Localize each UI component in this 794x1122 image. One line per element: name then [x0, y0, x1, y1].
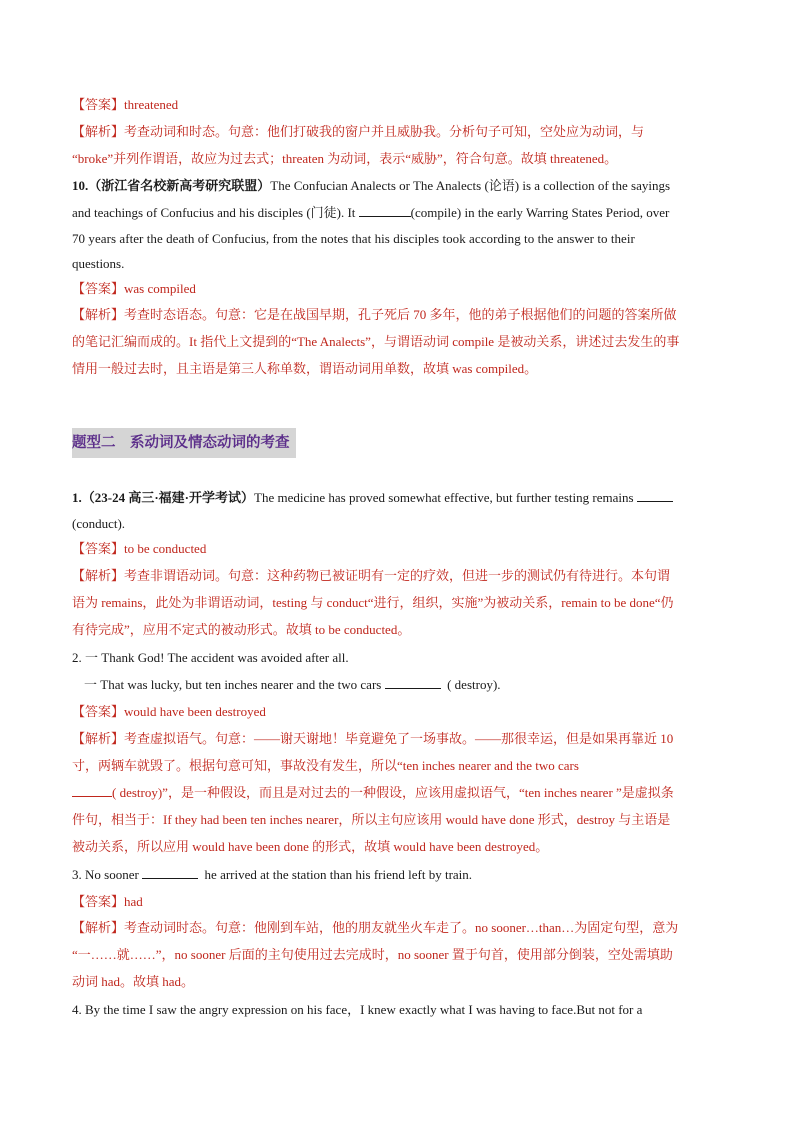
q1-line-2: (conduct).: [72, 516, 126, 531]
answer-blank[interactable]: [359, 204, 411, 217]
q10-analysis-line-2: 的笔记汇编而成的。It 指代上文提到的“The Analects”，与谓语动词 compile 是被动关系，讲述过去发生的事: [72, 334, 680, 349]
answer-blank[interactable]: [637, 489, 673, 502]
q10-answer: 【答案】was compiled: [72, 281, 196, 296]
q2-line-2: 一 That was lucky, but ten inches nearer and the two cars ( destroy).: [84, 677, 501, 692]
prev-analysis-line-1: 【解析】考查动词和时态。句意：他们打破我的窗户并且威胁我。分析句子可知，空处应为动词，与: [72, 124, 645, 139]
q3-line-1: 3. No sooner he arrived at the station than his friend left by train.: [72, 867, 473, 882]
prev-answer: 【答案】threatened: [72, 97, 179, 112]
q1-answer: 【答案】to be conducted: [72, 541, 207, 556]
q2-analysis-line-4: 件句，相当于：If they had been ten inches nearer，所以主句应该用 would have done 形式，destroy 与主语是: [72, 812, 671, 827]
section-title: 题型二 系动词及情态动词的考查: [72, 428, 296, 458]
q1-analysis-line-3: 有待完成”，应用不定式的被动形式。故填 to be conducted。: [72, 622, 411, 637]
q4-line-1: 4. By the time I saw the angry expression on his face，I knew exactly what I was having to face.But not for a: [72, 1002, 643, 1017]
q1-line-1: 1.（23-24 高三·福建·开学考试）The medicine has proved somewhat effective, but further testing remains: [72, 489, 673, 506]
q10-line-1: 10.（浙江省名校新高考研究联盟）The Confucian Analects or The Analects (论语) is a collection of the sayings: [72, 178, 671, 193]
blank-underline: [72, 784, 112, 797]
answer-blank[interactable]: [142, 866, 198, 879]
q2-analysis-line-5: 被动关系，所以应用 would have been done 的形式，故填 would have been destroyed。: [72, 839, 549, 854]
q2-analysis-line-1: 【解析】考查虚拟语气。句意：——谢天谢地！毕竟避免了一场事故。——那很幸运，但是如果再靠近 10: [72, 731, 674, 746]
section-heading: [72, 428, 296, 458]
q10-analysis-line-1: 【解析】考查时态语态。句意：它是在战国早期，孔子死后 70 多年，他的弟子根据他们的问题的答案所做: [72, 307, 677, 322]
q10-line-2: and teachings of Confucius and his disciples (门徒). It (compile) in the early Warring States Period, over: [72, 205, 670, 220]
prev-analysis-line-2: “broke”并列作谓语，故应为过去式；threaten 为动词，表示“威胁”，符合句意。故填 threatened。: [72, 151, 618, 166]
q2-analysis-line-2: 寸，两辆车就毁了。根据句意可知，事故没有发生，所以“ten inches nearer and the two cars: [72, 758, 579, 773]
q2-answer: 【答案】would have been destroyed: [72, 704, 266, 719]
q3-analysis-line-2: “一……就……”，no sooner 后面的主句使用过去完成时，no sooner 置于句首，使用部分倒装，空处需填助: [72, 947, 673, 962]
q1-analysis-line-1: 【解析】考查非谓语动词。句意：这种药物已被证明有一定的疗效，但进一步的测试仍有待进行。本句谓: [72, 568, 671, 583]
q10-line-3: 70 years after the death of Confucius, from the notes that his disciples took according to the answer to their: [72, 231, 635, 246]
q2-line-1: 2. 一 Thank God! The accident was avoided after all.: [72, 650, 349, 665]
q10-analysis-line-3: 情用一般过去时，且主语是第三人称单数，谓语动词用单数，故填 was compiled。: [72, 361, 538, 376]
q1-analysis-line-2: 语为 remains，此处为非谓语动词，testing 与 conduct“进行，组织，实施”为被动关系，remain to be done“仍: [72, 595, 674, 610]
q3-analysis-line-1: 【解析】考查动词时态。句意：他刚到车站，他的朋友就坐火车走了。no sooner…than…为固定句型，意为: [72, 920, 679, 935]
answer-blank[interactable]: [385, 676, 441, 689]
q3-analysis-line-3: 动词 had。故填 had。: [72, 974, 195, 989]
q3-answer: 【答案】had: [72, 894, 143, 909]
q2-analysis-line-3: ( destroy)”，是一种假设，而且是对过去的一种假设，应该用虚拟语气，“ten inches nearer ”是虚拟条: [72, 784, 674, 801]
q10-line-4: questions.: [72, 256, 125, 271]
